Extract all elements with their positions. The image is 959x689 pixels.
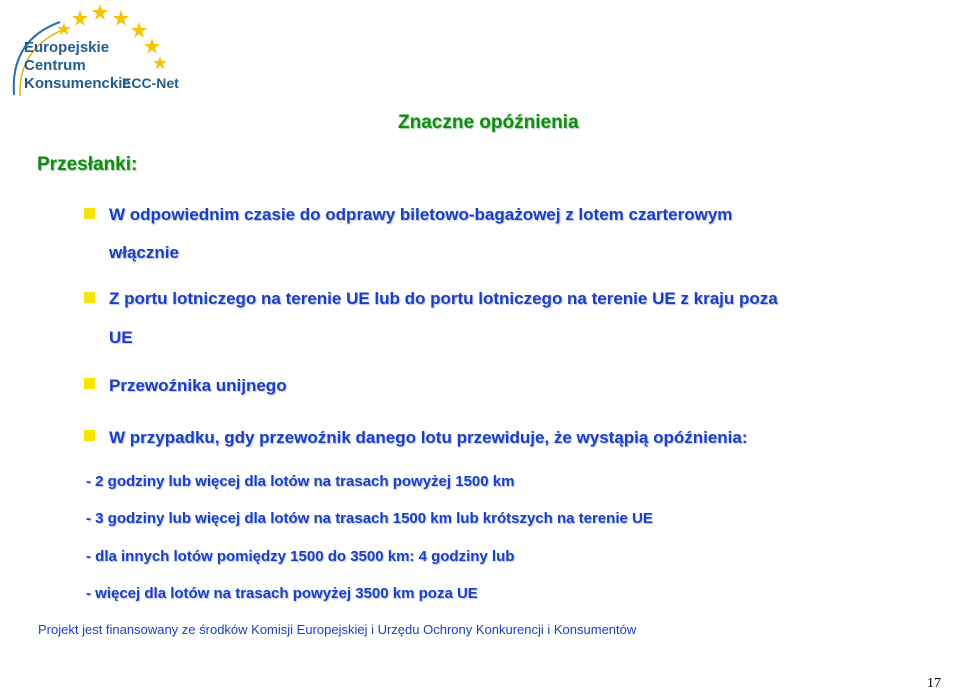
logo-line-2: Centrum	[24, 57, 86, 74]
delay-item: - dla innych lotów pomiędzy 1500 do 3500 km: 4 godziny lub	[86, 548, 515, 565]
bullet-2-line-2: UE	[109, 328, 133, 347]
funding-footer: Projekt jest finansowany ze środków Komisji Europejskiej i Urzędu Ochrony Konkurencji i Konsumentów	[38, 622, 637, 637]
logo-network: ECC-Net	[122, 75, 179, 91]
logo-line-3: Konsumenckie	[24, 75, 131, 92]
bullet-square-icon	[84, 378, 95, 389]
page-number: 17	[927, 676, 941, 689]
bullet-1-line-2: włącznie	[109, 243, 179, 262]
delay-item: - więcej dla lotów na trasach powyżej 3500 km poza UE	[86, 585, 478, 602]
bullet-1-line-1: W odpowiednim czasie do odprawy biletowo-bagażowej z lotem czarterowym	[109, 205, 733, 224]
ecc-logo	[0, 0, 180, 105]
bullet-square-icon	[84, 292, 95, 303]
logo-line-1: Europejskie	[24, 39, 110, 56]
slide-title: Znaczne opóźnienia	[398, 112, 579, 133]
bullet-3-line-1: Przewoźnika unijnego	[109, 376, 287, 395]
delay-item: - 3 godziny lub więcej dla lotów na trasach 1500 km lub krótszych na terenie UE	[86, 510, 653, 527]
delay-item: - 2 godziny lub więcej dla lotów na trasach powyżej 1500 km	[86, 473, 515, 490]
bullet-2-line-1: Z portu lotniczego na terenie UE lub do portu lotniczego na terenie UE z kraju poza	[109, 289, 778, 308]
bullet-4-line-1: W przypadku, gdy przewoźnik danego lotu przewiduje, że wystąpią opóźnienia:	[109, 428, 748, 447]
premises-label: Przesłanki:	[37, 154, 138, 175]
bullet-square-icon	[84, 430, 95, 441]
bullet-square-icon	[84, 208, 95, 219]
